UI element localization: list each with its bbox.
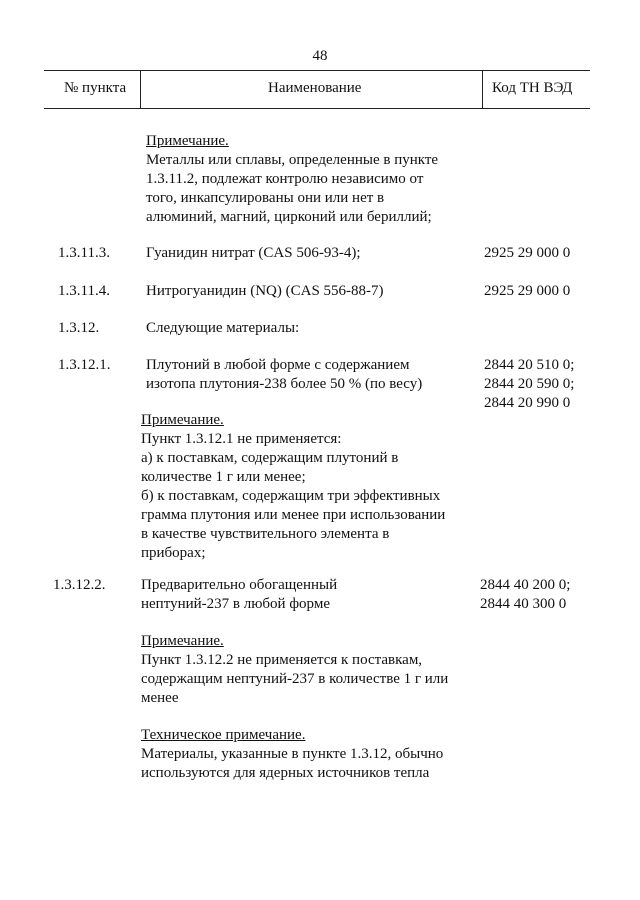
technical-note-title: Техническое примечание.	[141, 727, 306, 743]
header-bottom-rule	[44, 108, 590, 109]
note-line: 1.3.11.2, подлежат контролю независимо от	[146, 171, 424, 187]
item-number: 1.3.11.3.	[58, 245, 110, 261]
note-line: того, инкапсулированы они или нет в	[146, 190, 385, 206]
note-line: менее	[141, 690, 179, 706]
item-code: 2925 29 000 0	[484, 283, 571, 299]
header-col-name: Наименование	[268, 80, 362, 96]
item-name	[141, 576, 337, 614]
item-code: 2844 20 510 0;	[484, 357, 575, 373]
note-3	[141, 632, 448, 708]
note-line: б) к поставкам, содержащим три эффективных	[141, 488, 441, 504]
technical-note	[141, 726, 443, 783]
note-line: содержащим нептуний-237 в количестве 1 г или	[141, 671, 449, 687]
note-line: а) к поставкам, содержащим плутоний в	[141, 450, 399, 466]
header-top-rule	[44, 70, 590, 71]
item-name: Нитрогуанидин (NQ) (CAS 556-88-7)	[146, 283, 384, 299]
note-line: приборах;	[141, 545, 206, 561]
item-name: Следующие материалы:	[146, 320, 300, 336]
item-number: 1.3.12.1.	[58, 357, 111, 373]
note-title: Примечание.	[146, 133, 229, 149]
note-line: используются для ядерных источников тепла	[141, 765, 430, 781]
item-number: 1.3.11.4.	[58, 283, 110, 299]
note-line: Материалы, указанные в пункте 1.3.12, обычно	[141, 746, 444, 762]
note-title: Примечание.	[141, 412, 224, 428]
header-divider-2	[482, 70, 483, 108]
note-line: количестве 1 г или менее;	[141, 469, 306, 485]
note-line: Металлы или сплавы, определенные в пункте	[146, 152, 439, 168]
note-2	[141, 411, 445, 563]
header-divider-1	[140, 70, 141, 108]
item-name-line: изотопа плутония-238 более 50 % (по весу)	[146, 376, 423, 392]
item-code: 2925 29 000 0	[484, 245, 571, 261]
item-code: 2844 40 300 0	[480, 596, 567, 612]
header-col-code: Код ТН ВЭД	[492, 80, 573, 96]
item-code: 2844 20 990 0	[484, 395, 571, 411]
item-code: 2844 40 200 0;	[480, 577, 571, 593]
note-line: в качестве чувствительного элемента в	[141, 526, 390, 542]
item-name-line: Плутоний в любой форме с содержанием	[146, 357, 410, 373]
note-line: алюминий, магний, цирконий или бериллий;	[146, 209, 432, 225]
item-codes	[480, 576, 570, 614]
note-line: Пункт 1.3.12.2 не применяется к поставкам,	[141, 652, 423, 668]
item-name: Гуанидин нитрат (CAS 506-93-4);	[146, 245, 361, 261]
item-codes	[484, 356, 574, 413]
item-code: 2844 20 590 0;	[484, 376, 575, 392]
note-line: Пункт 1.3.12.1 не применяется:	[141, 431, 342, 447]
item-name	[146, 356, 422, 394]
header-col-number: № пункта	[64, 80, 127, 96]
note-1	[146, 132, 438, 227]
note-title: Примечание.	[141, 633, 224, 649]
item-name-line: нептуний-237 в любой форме	[141, 596, 330, 612]
item-name-line: Предварительно обогащенный	[141, 577, 338, 593]
item-number: 1.3.12.	[58, 320, 100, 336]
page-number: 48	[312, 48, 328, 64]
note-line: грамма плутония или менее при использовании	[141, 507, 446, 523]
item-number: 1.3.12.2.	[53, 577, 106, 593]
